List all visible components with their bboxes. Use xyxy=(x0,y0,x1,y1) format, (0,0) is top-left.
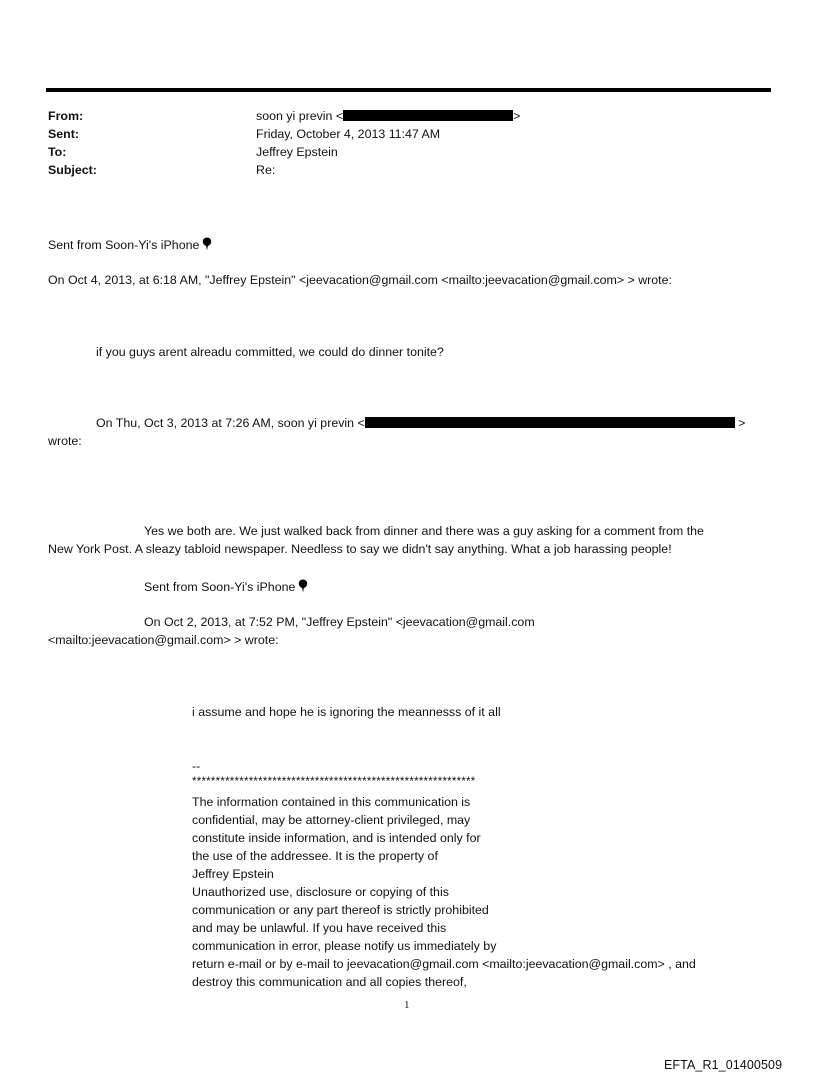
disclaimer-line: constitute inside information, and is intended only for xyxy=(192,831,481,845)
from-value xyxy=(256,109,520,124)
signature-text: Sent from Soon-Yi's iPhone xyxy=(144,580,296,594)
asterisk-divider: ************************************************************ xyxy=(192,776,476,788)
quote-intro-wrote: wrote: xyxy=(48,434,82,448)
reply-line: Yes we both are. We just walked back from dinner and there was a guy asking for a comment from the xyxy=(144,524,704,538)
signature-dashes: -- xyxy=(192,759,201,773)
disclaimer-line: Unauthorized use, disclosure or copying of this xyxy=(192,885,449,899)
quote-intro: On Oct 4, 2013, at 6:18 AM, "Jeffrey Epstein" <jeevacation@gmail.com <mailto:jeevacation@gmail.com> > wrote: xyxy=(48,273,672,287)
sent-label: Sent: xyxy=(48,127,79,141)
subject-label: Subject: xyxy=(48,163,97,177)
bates-number: EFTA_R1_01400509 xyxy=(664,1058,783,1072)
redaction-bar xyxy=(343,110,513,121)
disclaimer-line: the use of the addressee. It is the property of xyxy=(192,849,438,863)
quote-intro-text: On Thu, Oct 3, 2013 at 7:26 AM, soon yi previn < xyxy=(96,416,365,430)
redaction-bar xyxy=(365,417,735,428)
from-label: From: xyxy=(48,109,84,123)
reply-line: New York Post. A sleazy tabloid newspaper. Needless to say we didn't say anything. What a job harassing people! xyxy=(48,542,672,556)
quote-intro-close: > xyxy=(734,416,746,430)
signature-line xyxy=(144,579,308,597)
signature-text: Sent from Soon-Yi's iPhone xyxy=(48,238,200,252)
disclaimer-line: return e-mail or by e-mail to jeevacation@gmail.com <mailto:jeevacation@gmail.com> , and xyxy=(192,957,696,971)
page-number: 1 xyxy=(404,999,410,1011)
from-name: soon yi previn xyxy=(256,109,333,123)
to-label: To: xyxy=(48,145,67,159)
disclaimer-line: The information contained in this communication is xyxy=(192,795,471,809)
pin-icon xyxy=(298,579,308,597)
quote-intro: On Oct 2, 2013, at 7:52 PM, "Jeffrey Epstein" <jeevacation@gmail.com xyxy=(144,615,535,629)
from-close-bracket: > xyxy=(513,109,521,123)
sent-value: Friday, October 4, 2013 11:47 AM xyxy=(256,127,441,141)
signature-line xyxy=(48,237,212,255)
from-open-bracket: < xyxy=(335,109,344,123)
disclaimer-line: communication or any part thereof is strictly prohibited xyxy=(192,903,489,917)
disclaimer-line: confidential, may be attorney-client privileged, may xyxy=(192,813,471,827)
quote-text: if you guys arent alreadu committed, we could do dinner tonite? xyxy=(96,345,444,359)
subject-value: Re: xyxy=(256,163,276,177)
to-value: Jeffrey Epstein xyxy=(256,145,338,159)
disclaimer-line: communication in error, please notify us immediately by xyxy=(192,939,497,953)
disclaimer-line: Jeffrey Epstein xyxy=(192,867,274,881)
quote-intro xyxy=(96,416,745,431)
quote-intro: <mailto:jeevacation@gmail.com> > wrote: xyxy=(48,633,279,647)
header-rule xyxy=(46,88,771,92)
pin-icon xyxy=(202,237,212,255)
quote-text: i assume and hope he is ignoring the meannesss of it all xyxy=(192,705,501,719)
disclaimer-line: destroy this communication and all copies thereof, xyxy=(192,975,467,989)
disclaimer-line: and may be unlawful. If you have received this xyxy=(192,921,447,935)
